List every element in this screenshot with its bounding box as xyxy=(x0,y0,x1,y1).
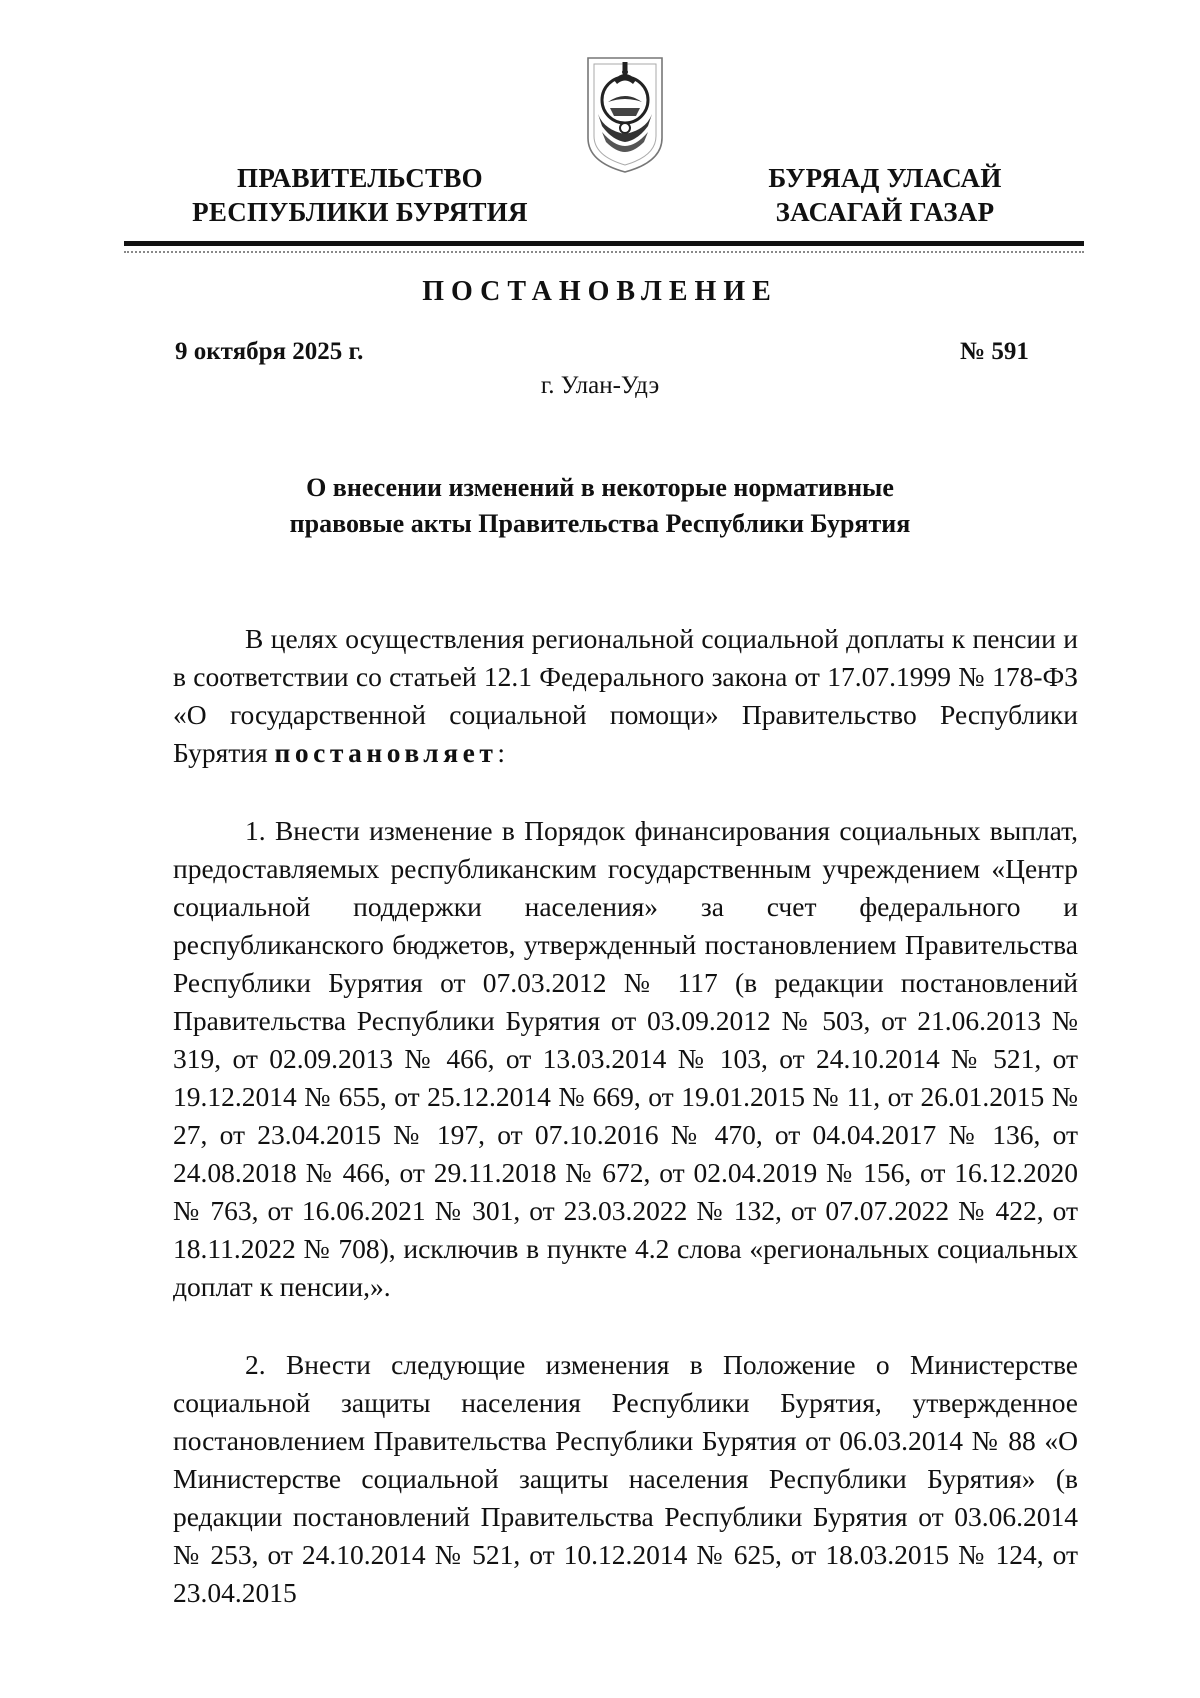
header-divider-thick xyxy=(124,241,1084,246)
coat-of-arms-icon xyxy=(584,50,666,174)
document-title-line-2: правовые акты Правительства Республики Бурятия xyxy=(289,509,911,538)
header-left-line-1: ПРАВИТЕЛЬСТВО xyxy=(237,163,483,193)
document-number: № 591 xyxy=(960,338,1029,365)
document-body xyxy=(173,620,1078,1652)
document-date: 9 октября 2025 г. xyxy=(175,338,364,365)
header-left xyxy=(170,161,550,229)
intro-keyword: постановляет xyxy=(274,737,498,768)
document-type: ПОСТАНОВЛЕНИЕ xyxy=(422,276,778,307)
document-title-line-1: О внесении изменений в некоторые нормативные xyxy=(306,473,894,502)
header-right xyxy=(735,161,1035,229)
intro-paragraph xyxy=(173,620,1078,772)
header-divider-thin xyxy=(124,251,1084,253)
intro-end: : xyxy=(497,737,505,768)
header-right-line-1: БУРЯАД УЛАСАЙ xyxy=(768,163,1002,193)
item-1-paragraph: 1. Внести изменение в Порядок финансирования социальных выплат, предоставляемых республиканским государственным учреждением «Центр социальной поддержки населения» за счет федерального и республиканского бюджетов, утвержденный постановлением Правительства Республики Бурятия от 07.03.2012 № 117 (в редакции постановлений Правительства Республики Бурятия от 03.09.2012 № 503, от 21.06.2013 № 319, от 02.09.2013 № 466, от 13.03.2014 № 103, от 24.10.2014 № 521, от 19.12.2014 № 655, от 25.12.2014 № 669, от 19.01.2015 № 11, от 26.01.2015 № 27, от 23.04.2015 № 197, от 07.10.2016 № 470, от 04.04.2017 № 136, от 24.08.2018 № 466, от 29.11.2018 № 672, от 02.04.2019 № 156, от 16.12.2020 № 763, от 16.06.2021 № 301, от 23.03.2022 № 132, от 07.07.2022 № 422, от 18.11.2022 № 708), исключив в пункте 4.2 слова «региональных социальных доплат к пенсии,». xyxy=(173,815,1078,1302)
header-left-line-2: РЕСПУБЛИКИ БУРЯТИЯ xyxy=(192,197,528,227)
header-right-line-2: ЗАСАГАЙ ГАЗАР xyxy=(775,197,995,227)
item-2-paragraph: 2. Внести следующие изменения в Положение о Министерстве социальной защиты населения Республики Бурятия, утвержденное постановлением Правительства Республики Бурятия от 06.03.2014 № 88 «О Министерстве социальной защиты населения Республики Бурятия» (в редакции постановлений Правительства Республики Бурятия от 03.06.2014 № 253, от 24.10.2014 № 521, от 10.12.2014 № 625, от 18.03.2015 № 124, от 23.04.2015 xyxy=(173,1349,1078,1608)
document-title xyxy=(200,470,1000,542)
intro-text: В целях осуществления региональной социальной доплаты к пенсии и в соответствии со статьей 12.1 Федерального закона от 17.07.1999 № 178-ФЗ «О государственной социальной помощи» Правительство Республики Бурятия xyxy=(173,623,1078,768)
document-city: г. Улан-Удэ xyxy=(540,372,660,399)
